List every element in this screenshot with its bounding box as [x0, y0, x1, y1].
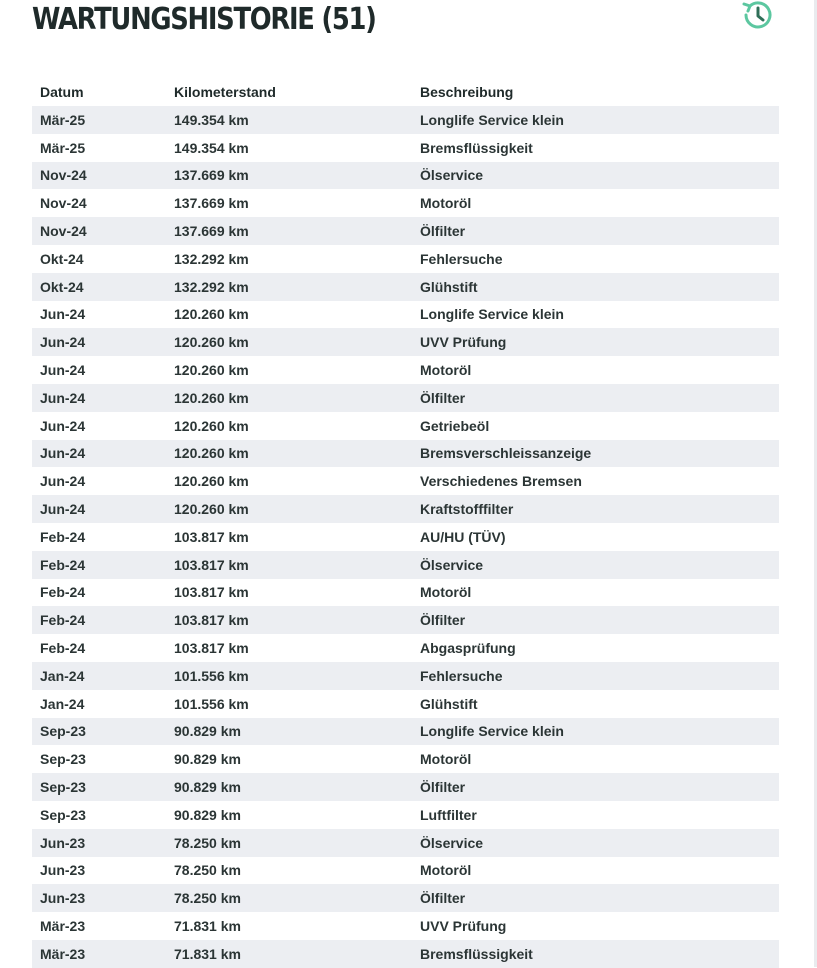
row-description-cell: Longlife Service klein: [412, 106, 779, 134]
row-description-cell: Abgasprüfung: [420, 640, 516, 657]
row-mileage-cell: 78.250 km: [174, 862, 241, 879]
table-row: [32, 356, 779, 384]
row-mileage-cell: 103.817 km: [174, 640, 249, 657]
row-mileage-cell: 71.831 km: [174, 918, 241, 934]
row-date-cell: Nov-24: [32, 217, 166, 245]
row-date-cell: Jun-24: [32, 495, 166, 523]
row-mileage-cell: 137.669 km: [174, 195, 249, 212]
row-date-cell: Sep-23: [40, 751, 86, 768]
table-row: [32, 273, 779, 301]
row-description-cell: AU/HU (TÜV): [420, 528, 506, 545]
table-row: [32, 245, 779, 273]
table-row: [32, 495, 779, 523]
row-date-cell: Mär-23: [32, 940, 166, 968]
row-date-cell: Jun-24: [32, 384, 166, 412]
row-date-cell: Jun-24: [40, 417, 86, 434]
row-mileage-cell: 120.260 km: [174, 306, 249, 323]
table-row: [32, 912, 779, 940]
row-date-cell: Feb-24: [40, 528, 86, 545]
row-description-cell: Ölfilter: [412, 217, 779, 245]
row-date-cell: Nov-24: [40, 195, 87, 212]
row-date-cell: Jun-24: [32, 328, 166, 356]
table-body: [32, 106, 779, 968]
row-description-cell: Verschiedenes Bremsen: [420, 473, 582, 490]
page-title: WARTUNGSHISTORIE (51): [32, 2, 376, 37]
table-row: [32, 134, 779, 162]
row-date-cell: Sep-23: [32, 773, 166, 801]
table-row: [32, 690, 779, 718]
row-mileage-cell: 149.354 km: [174, 139, 249, 156]
table-row: [32, 523, 779, 551]
row-date-cell: Jun-23: [32, 884, 166, 912]
section-header: [32, 0, 779, 50]
row-description-cell: Luftfilter: [420, 806, 477, 823]
row-mileage-cell: 71.831 km: [166, 940, 412, 968]
row-date-cell: Jan-24: [40, 695, 85, 712]
row-date-cell: Nov-24: [32, 162, 166, 190]
table-row: [32, 301, 779, 329]
row-mileage-cell: 103.817 km: [166, 606, 412, 634]
row-date-cell: Feb-24: [32, 606, 166, 634]
row-date-cell: Sep-23: [32, 718, 166, 746]
row-mileage-cell: 120.260 km: [174, 473, 249, 490]
table-row: [32, 857, 779, 885]
row-date-cell: Jun-24: [32, 440, 166, 468]
history-icon[interactable]: [739, 0, 777, 34]
table-row: [32, 745, 779, 773]
row-mileage-cell: 90.829 km: [174, 806, 241, 823]
row-description-cell: Longlife Service klein: [412, 718, 779, 746]
row-date-cell: Okt-24: [40, 250, 84, 267]
table-row: [32, 551, 779, 579]
row-description-cell: Bremsflüssigkeit: [420, 139, 533, 156]
row-mileage-cell: 132.292 km: [166, 273, 412, 301]
row-mileage-cell: 101.556 km: [166, 662, 412, 690]
row-mileage-cell: 90.829 km: [166, 773, 412, 801]
row-description-cell: Motoröl: [420, 362, 472, 379]
row-description-cell: UVV Prüfung: [412, 328, 779, 356]
row-description-cell: Bremsflüssigkeit: [412, 940, 779, 968]
table-row: [32, 718, 779, 746]
row-mileage-cell: 137.669 km: [166, 217, 412, 245]
row-date-cell: Mär-25: [32, 106, 166, 134]
row-description-cell: Ölservice: [412, 162, 779, 190]
row-mileage-cell: 90.829 km: [166, 718, 412, 746]
table-row: [32, 384, 779, 412]
table-row: [32, 189, 779, 217]
row-description-cell: Bremsverschleissanzeige: [412, 440, 779, 468]
row-date-cell: Jun-24: [40, 362, 86, 379]
row-description-cell: UVV Prüfung: [420, 918, 507, 934]
row-mileage-cell: 90.829 km: [174, 751, 241, 768]
row-description-cell: Motoröl: [420, 862, 472, 879]
row-mileage-cell: 78.250 km: [166, 884, 412, 912]
row-description-cell: Glühstift: [420, 695, 478, 712]
table-row: [32, 662, 779, 690]
row-description-cell: Glühstift: [412, 273, 779, 301]
row-date-cell: Feb-24: [32, 551, 166, 579]
table-row: [32, 801, 779, 829]
row-description-cell: Motoröl: [420, 195, 472, 212]
row-date-cell: Jun-23: [40, 862, 86, 879]
table-row: [32, 773, 779, 801]
table-row: [32, 440, 779, 468]
row-mileage-cell: 120.260 km: [166, 328, 412, 356]
row-mileage-cell: 132.292 km: [174, 250, 249, 267]
row-mileage-cell: 101.556 km: [174, 695, 249, 712]
table-row: [32, 412, 779, 440]
row-mileage-cell: 103.817 km: [174, 528, 249, 545]
row-mileage-cell: 103.817 km: [166, 551, 412, 579]
row-mileage-cell: 103.817 km: [174, 584, 249, 601]
column-header-description[interactable]: Beschreibung: [420, 84, 514, 100]
row-mileage-cell: 120.260 km: [174, 362, 249, 379]
row-description-cell: Ölfilter: [412, 773, 779, 801]
row-description-cell: Motoröl: [420, 751, 472, 768]
row-description-cell: Kraftstofffilter: [412, 495, 779, 523]
table-header-row: [32, 78, 779, 106]
row-date-cell: Jan-24: [32, 662, 166, 690]
table-row: [32, 217, 779, 245]
row-mileage-cell: 137.669 km: [166, 162, 412, 190]
table-row: [32, 106, 779, 134]
row-description-cell: Ölservice: [412, 829, 779, 857]
row-date-cell: Jun-24: [40, 473, 86, 490]
row-mileage-cell: 120.260 km: [166, 495, 412, 523]
row-description-cell: Ölfilter: [412, 884, 779, 912]
table-row: [32, 162, 779, 190]
table-row: [32, 634, 779, 662]
row-date-cell: Jun-24: [40, 306, 86, 323]
row-description-cell: Fehlersuche: [420, 250, 503, 267]
row-description-cell: Ölfilter: [412, 606, 779, 634]
row-date-cell: Sep-23: [40, 806, 86, 823]
row-mileage-cell: 120.260 km: [166, 384, 412, 412]
column-header-date[interactable]: Datum: [40, 84, 84, 100]
row-mileage-cell: 78.250 km: [166, 829, 412, 857]
row-description-cell: Ölservice: [412, 551, 779, 579]
maintenance-table: [32, 78, 779, 968]
column-header-mileage[interactable]: Kilometerstand: [174, 84, 276, 100]
row-date-cell: Mär-23: [40, 918, 86, 934]
row-date-cell: Feb-24: [40, 640, 86, 657]
row-description-cell: Getriebeöl: [420, 417, 490, 434]
table-row: [32, 606, 779, 634]
row-date-cell: Mär-25: [40, 139, 86, 156]
row-date-cell: Feb-24: [40, 584, 86, 601]
row-description-cell: Ölfilter: [412, 384, 779, 412]
row-description-cell: Fehlersuche: [412, 662, 779, 690]
table-row: [32, 884, 779, 912]
row-description-cell: Longlife Service klein: [420, 306, 564, 323]
table-row: [32, 328, 779, 356]
table-row: [32, 829, 779, 857]
row-date-cell: Okt-24: [32, 273, 166, 301]
row-date-cell: Jun-23: [32, 829, 166, 857]
table-row: [32, 467, 779, 495]
row-description-cell: Motoröl: [420, 584, 472, 601]
row-mileage-cell: 149.354 km: [166, 106, 412, 134]
table-row: [32, 940, 779, 968]
table-row: [32, 579, 779, 607]
row-mileage-cell: 120.260 km: [166, 440, 412, 468]
row-mileage-cell: 120.260 km: [174, 417, 249, 434]
